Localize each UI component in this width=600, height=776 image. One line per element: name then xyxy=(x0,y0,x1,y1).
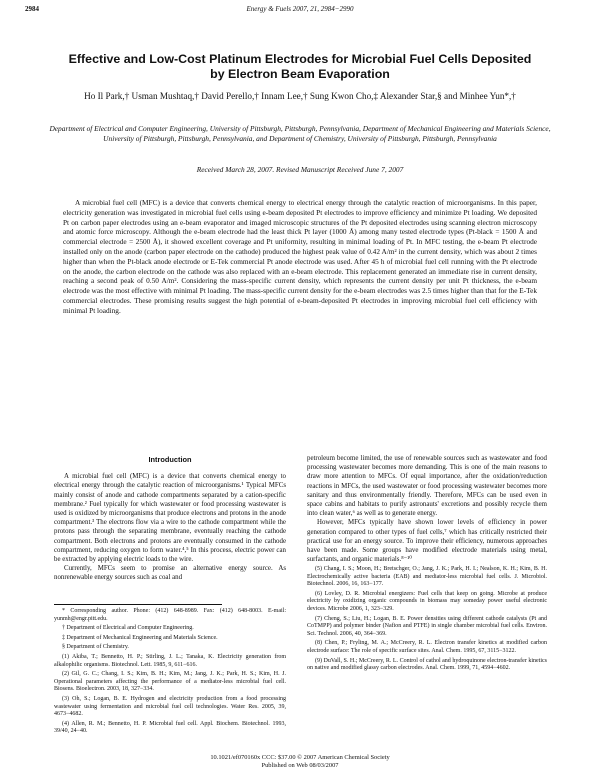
footnote: (6) Lovley, D. R. Microbial energizers: Fuel cells that keep on going. Microbe at produce electricity by oxidizing organic compounds in biomass may someday power useful electronic devices. Microbe 2006, 1, 323−329. xyxy=(307,590,547,612)
footnote: § Department of Chemistry. xyxy=(62,644,129,651)
footnote: (2) Gil, G. C.; Chang, I. S.; Kim, B. H.; Kim, M.; Jang, J. K.; Park, H. S.; Kim, H. J. Operational parameters affecting the performance of a mediator-less microbial fuel cell. Biosens. Bioelectron. 2003, 18, 327−334. xyxy=(54,671,286,693)
footnote: ‡ Department of Mechanical Engineering and Materials Science. xyxy=(62,634,218,641)
affiliations: Department of Electrical and Computer Engineering, University of Pittsburgh, Pittsburgh, Pennsylvania, Department of Mechanical Engineering and Materials Science, University of Pittsburgh, Pittsburgh, Pennsylvania, and Department of Chemistry, University of Pittsburgh, Pittsburgh, Pennsylvania xyxy=(49,124,551,143)
intro-paragraph: petroleum become limited, the use of renewable sources such as wastewater and food processing wastewater becomes more demanding. This is one of the main reasons to draw more attention to MFCs. Of equal importance, after the oxidation/reduction reactions in MFCs, the used wastewater or food processing wastewater becomes more sanitary and thus environmentally friendly. Therefore, MFCs can be used even in space cabins and habitats to purify astronauts' excretions and possibly recycle them into clean water,⁶ as well as to generate energy. xyxy=(307,455,547,518)
footnote: (9) DuVall, S. H.; McCreery, R. L. Control of cathol and hydroquinone electron-transfer kinetics on native and modified glassy carbon electrodes. Anal. Chem. 1999, 71, 4594−4602. xyxy=(307,657,547,672)
page-number: 2984 xyxy=(25,5,39,13)
author-list: Ho Il Park,† Usman Mushtaq,† David Perello,† Innam Lee,† Sung Kwon Cho,‡ Alexander Star,§ and Minhee Yun*,† xyxy=(84,91,516,101)
running-header xyxy=(25,5,575,17)
article-title: Effective and Low-Cost Platinum Electrodes for Microbial Fuel Cells Deposited by Electron Beam Evaporation xyxy=(68,52,532,81)
journal-citation: Energy & Fuels 2007, 21, 2984−2990 xyxy=(246,5,354,13)
footnotes-right xyxy=(307,566,547,675)
footnote-divider-left xyxy=(54,604,222,605)
footnotes-left xyxy=(54,608,286,738)
footnote: (5) Chang, I. S.; Moon, H.; Bretschger, O.; Jang, J. K.; Park, H. I.; Nealson, K. H.; Kim, B. H. Electrochemically active bacteria (EAB) and mediator-less microbial fuel cells. J. Microbiol. Biotechnol. 2006, 16, 163−177. xyxy=(307,566,547,588)
intro-paragraph: However, MFCs typically have shown lower levels of efficiency in power generation compared to other types of fuel cells,⁷ which has critically restricted their practical use for an energy source. To improve their efficiency, numerous approaches have been made. Some groups have modified electrode materials using metal, surfactants, and organic materials.⁸⁻¹⁰ xyxy=(307,519,547,564)
footnote: (4) Allen, R. M.; Bennetto, H. P. Microbial fuel cell. Appl. Biochem. Biotechnol. 1993, 39/40, 24−40. xyxy=(54,720,286,735)
published-line: Published on Web 08/03/2007 xyxy=(261,762,339,769)
footnote: (8) Chen, P.; Fryling, M. A.; McCreery, R. L. Electron transfer kinetics at modified carbon electrode surface: The role of specific surface sites. Anal. Chem. 1995, 67, 3115−3122. xyxy=(307,640,547,654)
intro-paragraph: Currently, MFCs seem to promise an alternative energy source. As nonrenewable energy sources such as coal and xyxy=(54,565,286,582)
left-column xyxy=(54,455,286,583)
footnote: † Department of Electrical and Computer Engineering. xyxy=(62,625,194,632)
page-footer xyxy=(0,754,600,770)
abstract: A microbial fuel cell (MFC) is a device that converts chemical energy to electrical energy through the catalytic reaction of microorganisms. In this paper, electricity generation was investigated in microbial fuel cells using e-beam deposited Pt electrodes to improve efficiency and minimize Pt loading. We deposited Pt on carbon paper electrodes using an e-beam evaporator and imaged microscopic structures of the Pt deposited electrodes using scanning electron microscopy and atomic force microscopy. Although the e-beam electrode had the least thick Pt layer (1000 Å) among many tested electrode types (Pt-black = 1500 Å and commercial electrode = 2500 Å), it showed excellent coverage and Pt uniformity, resulting in minimal loading of Pt. In MFC testing, the e-beam Pt electrode installed only on the anode (carbon paper electrode on the cathode) produced the highest peak value of 0.42 A/m² in the current density, which was about 2 times higher than when the Pt-black anode electrode or E-Tek commercial Pt anode electrode was used. After 45 h of microbial fuel cell running with the Pt electrode on the anode, the carbon electrode on the cathode was also replaced with an e-beam electrode. This replacement generated an immediate rise in current density, reaching a second peak of 0.50 A/m². Considering the mass-specific current density, which represents the current density per unit Pt thickness, the e-beam electrode was the most effective with minimal Pt loading. The mass-specific current density for the e-beam electrodes was 2.5 times higher than that for the E-Tek commercial electrodes. These promising results suggest the high potential of e-beam-deposited Pt electrodes in improving microbial fuel cell efficiency with minimal Pt loading. xyxy=(63,198,537,315)
footnote: (7) Cheng, S.; Liu, H.; Logan, B. E. Power densities using different cathode catalysts (Pt and CoTMPP) and polymer binder (Nafion and PTFE) in single chamber microbial fuel cells. Environ. Sci. Technol. 2006, 40, 364−369. xyxy=(307,615,547,637)
right-column xyxy=(307,454,547,564)
footnote: * Corresponding author. Phone: (412) 648-8989. Fax: (412) 648-8003. E-mail: yunmh@engr.pitt.edu. xyxy=(54,608,286,622)
intro-paragraph: A microbial fuel cell (MFC) is a device that converts chemical energy to electrical energy through the catalytic reaction of microorganisms.¹ Typical MFCs mainly consist of anode and cathode compartments separated by a cation-specific membrane.² Fuel typically for which wastewater or food processing wastewater is used is oxidized by microorganisms that produce electrons and protons in the anode compartment.³ The electrons flow via a wire to the cathode compartment while the protons pass through the separating membrane, eventually reaching the cathode compartment. Both electrons and protons are eventually consumed in the cathode compartment, reducing oxygen to form water.⁴,⁵ In this process, electric power can be extracted by applying electric loads to the wire. xyxy=(54,473,286,564)
footnote: (3) Oh, S.; Logan, B. E. Hydrogen and electricity production from a food processing wastewater using fermentation and microbial fuel cell technologies. Water Res. 2005, 39, 4673−4682. xyxy=(54,695,286,718)
footnote: (1) Akiba, T.; Bennetto, H. P.; Stirling, J. L.; Tanaka, K. Electricity generation from alkalophilic organisms. Biotechnol. Lett. 1985, 9, 611−616. xyxy=(54,653,286,668)
section-heading-introduction: Introduction xyxy=(148,455,192,464)
received-dates: Received March 28, 2007. Revised Manuscript Received June 7, 2007 xyxy=(196,165,404,174)
doi-line: 10.1021/ef070160x CCC: $37.00 © 2007 American Chemical Society xyxy=(210,754,390,761)
